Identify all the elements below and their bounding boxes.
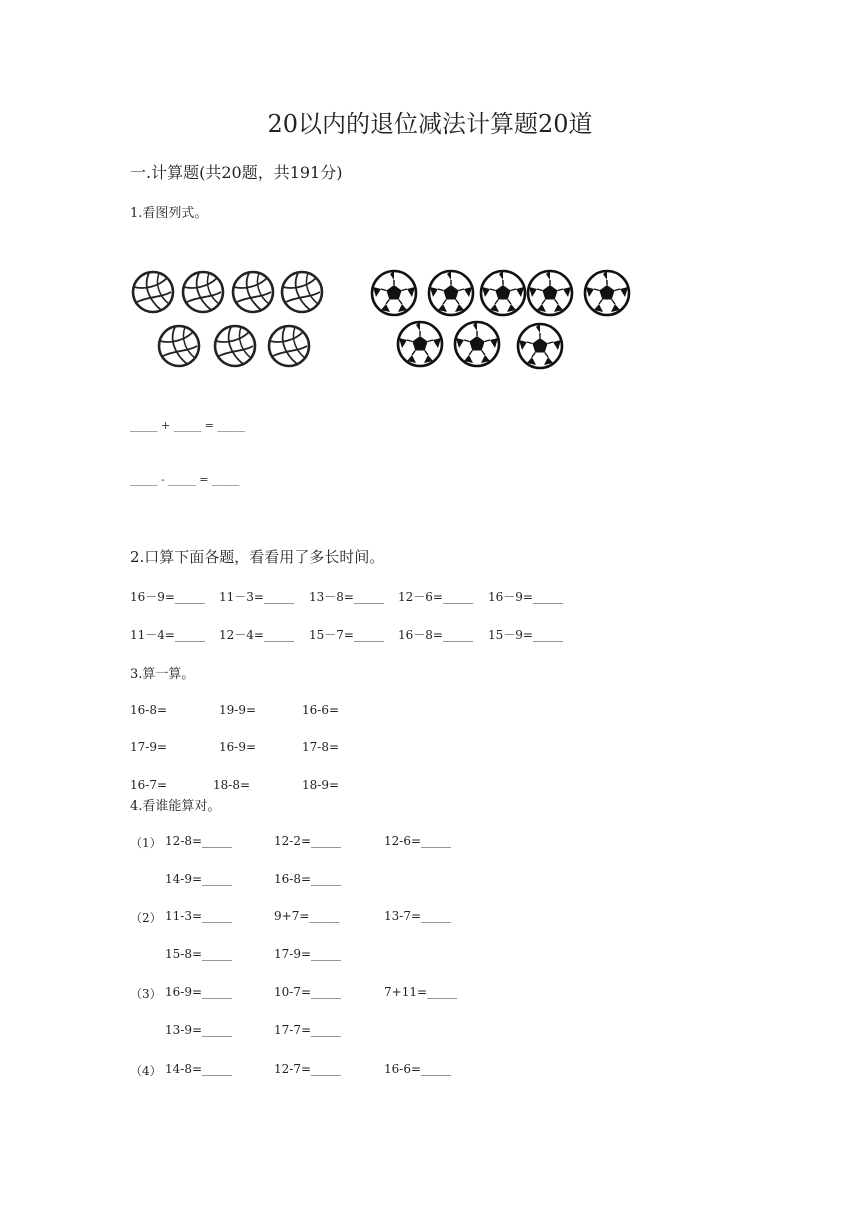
q3-item[interactable]: 16-7= [130,778,168,792]
volleyball-icon [269,326,309,366]
q4-item[interactable]: 12-7=_____ [274,1062,342,1076]
volleyball-icon [183,272,223,312]
q2-item[interactable]: 16－8=_____ [398,628,473,642]
q3-item[interactable]: 18-8= [213,778,251,792]
q3-item[interactable]: 16-8= [130,703,168,717]
q4-item[interactable]: 16-9=_____ [165,985,233,999]
addition-equation[interactable]: _____ + _____ = _____ [130,419,245,432]
question-4-prompt: 4.看谁能算对。 [130,799,221,814]
q2-item[interactable]: 12－4=_____ [219,628,294,642]
q3-item[interactable]: 17-8= [302,740,340,754]
volleyball-icon [233,272,273,312]
question-3-prompt: 3.算一算。 [130,667,195,682]
q3-item[interactable]: 18-9= [302,778,340,792]
volleyball-icon [282,272,322,312]
question-2-prompt: 2.口算下面各题，看看用了多长时间。 [130,548,385,566]
q2-item[interactable]: 15－9=_____ [488,628,563,642]
q4-item[interactable]: 7+11=_____ [384,985,458,999]
q2-item[interactable]: 16－9=_____ [488,590,563,604]
q2-item[interactable]: 12－6=_____ [398,590,473,604]
volleyball-icon [133,272,173,312]
q4-item[interactable]: 14-9=_____ [165,872,233,886]
q4-item[interactable]: 15-8=_____ [165,947,233,961]
q2-item[interactable]: 16－9=_____ [130,590,205,604]
section-heading: 一.计算题(共20题，共191分) [130,163,343,182]
soccer-ball-icon [429,271,473,315]
q4-group-label: （3） [130,987,162,1001]
soccer-ball-icon [528,271,572,315]
soccer-ball-icon [398,322,442,366]
soccer-ball-icon [585,271,629,315]
q4-item[interactable]: 12-6=_____ [384,834,452,848]
page-title: 20以内的退位减法计算题20道 [267,110,593,138]
q4-item[interactable]: 17-9=_____ [274,947,342,961]
q4-item[interactable]: 11-3=_____ [165,909,233,923]
q2-item[interactable]: 11－4=_____ [130,628,205,642]
q4-item[interactable]: 17-7=_____ [274,1023,342,1037]
q4-item[interactable]: 12-8=_____ [165,834,233,848]
question-1-prompt: 1.看图列式。 [130,206,208,221]
q3-item[interactable]: 17-9= [130,740,168,754]
q3-item[interactable]: 16-6= [302,703,340,717]
balls-picture [128,266,638,372]
soccer-ball-icon [455,322,499,366]
q3-item[interactable]: 16-9= [219,740,257,754]
q4-item[interactable]: 13-7=_____ [384,909,452,923]
q3-item[interactable]: 19-9= [219,703,257,717]
soccer-ball-icon [518,324,562,368]
q4-item[interactable]: 9+7=_____ [274,909,340,923]
q4-group-label: （2） [130,911,162,925]
soccer-ball-icon [481,271,525,315]
soccer-ball-icon [372,271,416,315]
q2-item[interactable]: 15－7=_____ [309,628,384,642]
volleyball-icon [159,326,199,366]
q4-group-label: （4） [130,1064,162,1078]
q4-group-label: （1） [130,836,162,850]
volleyball-icon [215,326,255,366]
q4-item[interactable]: 10-7=_____ [274,985,342,999]
q2-item[interactable]: 13－8=_____ [309,590,384,604]
q2-item[interactable]: 11－3=_____ [219,590,294,604]
subtraction-equation[interactable]: _____ - _____ = _____ [130,473,240,486]
q4-item[interactable]: 14-8=_____ [165,1062,233,1076]
q4-item[interactable]: 16-8=_____ [274,872,342,886]
q4-item[interactable]: 12-2=_____ [274,834,342,848]
q4-item[interactable]: 16-6=_____ [384,1062,452,1076]
q4-item[interactable]: 13-9=_____ [165,1023,233,1037]
